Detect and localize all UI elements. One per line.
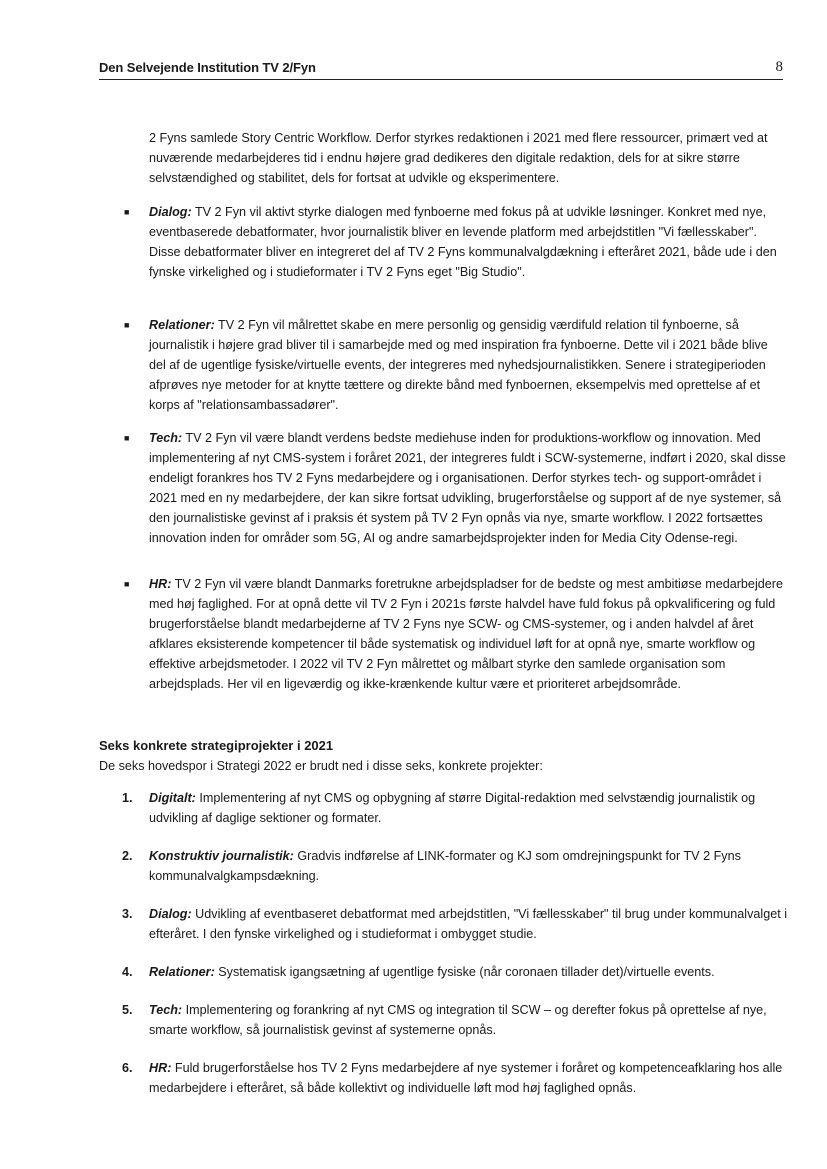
bullet-content bbox=[149, 202, 788, 282]
project-text: Implementering og forankring af nyt CMS og integration til SCW – og derefter fokus på oprettelse af nye, smarte workflow, så journalistisk gevinst af systemerne opnås. bbox=[149, 1003, 767, 1037]
page-number: 8 bbox=[775, 59, 783, 75]
project-content bbox=[149, 788, 788, 828]
document-title: Den Selvejende Institution TV 2/Fyn bbox=[99, 60, 316, 75]
project-item-konstruktiv-journalistik bbox=[122, 846, 788, 886]
project-term: Dialog: bbox=[149, 907, 192, 921]
project-text: Udvikling af eventbaseret debatformat med arbejdstitlen, "Vi fællesskaber" til brug under kommunalvalget i efteråret. I den fynske virkelighed og i studieformat i ombygget studie. bbox=[149, 907, 788, 941]
bullet-item-tech bbox=[124, 428, 788, 548]
project-term: Konstruktiv journalistik: bbox=[149, 849, 294, 863]
project-content bbox=[149, 1058, 788, 1098]
bullet-item-hr bbox=[124, 574, 788, 694]
project-text: Systematisk igangsætning af ugentlige fysiske (når coronaen tillader det)/virtuelle events. bbox=[214, 965, 715, 979]
page-header bbox=[99, 58, 783, 80]
project-term: Relationer: bbox=[149, 965, 215, 979]
project-text: Implementering af nyt CMS og opbygning af større Digital-redaktion med selvstændig journalistik og udvikling af daglige sektioner og formater. bbox=[149, 791, 756, 825]
project-item-dialog bbox=[122, 904, 788, 944]
project-number: 1. bbox=[122, 791, 133, 805]
bullet-term: Relationer: bbox=[149, 318, 215, 332]
bullet-square-icon: ■ bbox=[124, 320, 130, 330]
bullet-term: Dialog: bbox=[149, 205, 192, 219]
project-item-hr bbox=[122, 1058, 788, 1098]
project-number: 3. bbox=[122, 907, 133, 921]
project-number: 5. bbox=[122, 1003, 133, 1017]
project-content bbox=[149, 1000, 788, 1040]
bullet-text: TV 2 Fyn vil være blandt Danmarks foretrukne arbejdspladser for de bedste og mest ambitiøse medarbejdere med høj faglighed. For at opnå dette vil TV 2 Fyn i 2021s første halvdel have fuld fokus på opkvalificering og fuld brugerforståelse blandt medarbejderne af TV 2 Fyns nye SCW- og CMS-systemer, og i anden halvdel af året afklares eksisterende kompetencer til både systematisk og individuel løft for at opnå nye, smarte workflow og effektive arbejdsmetoder. I 2022 vil TV 2 Fyn målrettet og målbart styrke den samlede organisation som arbejdsplads. Her vil en ligeværdig og ikke-krænkende kultur være et prioriteret arbejdsområde. bbox=[149, 577, 783, 691]
project-item-digitalt bbox=[122, 788, 788, 828]
project-content bbox=[149, 846, 788, 886]
project-item-relationer bbox=[122, 962, 788, 982]
section-intro: De seks hovedspor i Strategi 2022 er brudt ned i disse seks, konkrete projekter: bbox=[99, 759, 543, 773]
bullet-term: Tech: bbox=[149, 431, 183, 445]
bullet-item-relationer bbox=[124, 315, 788, 415]
project-term: Digitalt: bbox=[149, 791, 196, 805]
project-number: 6. bbox=[122, 1061, 133, 1075]
section-heading: Seks konkrete strategiprojekter i 2021 bbox=[99, 738, 334, 753]
bullet-item-dialog bbox=[124, 202, 788, 282]
project-content bbox=[149, 904, 788, 944]
project-content bbox=[149, 962, 788, 982]
bullet-text: TV 2 Fyn vil være blandt verdens bedste mediehuse inden for produktions-workflow og innovation. Med implementering af nyt CMS-system i foråret 2021, der integreres fuldt i SCW-systemerne, indført i 2020, skal disse endeligt forankres hos TV 2 Fyns medarbejdere og i organisationen. Derfor styrkes tech- og support-området i 2021 med en ny medarbejdere, der kan sikre fortsat udvikling, brugerforståelse og support af de nye systemer, så den journalistiske gevinst af i praksis ét system på TV 2 Fyn opnås via nye, smarte workflow. I 2022 fortsættes innovation inden for områder som 5G, AI og andre samarbejdsprojekter inden for Media City Odense-regi. bbox=[149, 431, 786, 545]
bullet-content bbox=[149, 315, 788, 415]
project-number: 2. bbox=[122, 849, 133, 863]
project-term: Tech: bbox=[149, 1003, 183, 1017]
bullet-square-icon: ■ bbox=[124, 433, 130, 443]
bullet-square-icon: ■ bbox=[124, 207, 130, 217]
project-text: Gradvis indførelse af LINK-formater og KJ som omdrejningspunkt for TV 2 Fyns kommunalvalgkampsdækning. bbox=[149, 849, 741, 883]
bullet-term: HR: bbox=[149, 577, 172, 591]
bullet-text: TV 2 Fyn vil aktivt styrke dialogen med fynboerne med fokus på at udvikle løsninger. Konkret med nye, eventbaserede debatformater, hvor journalistik bliver en levende platform med arbejdstitlen "Vi fællesskaber". Disse debatformater bliver en integreret del af TV 2 Fyns kommunalvalgdækning i efteråret 2021, både ude i den fynske virkelighed og i studieformater i TV 2 Fyns eget "Big Studio". bbox=[149, 205, 777, 279]
bullet-content bbox=[149, 574, 788, 694]
project-item-tech bbox=[122, 1000, 788, 1040]
bullet-square-icon: ■ bbox=[124, 579, 130, 589]
bullet-content bbox=[149, 428, 788, 548]
project-text: Fuld brugerforståelse hos TV 2 Fyns medarbejdere af nye systemer i foråret og kompetenceafklaring hos alle medarbejdere i efteråret, så både kollektivt og individuelle løft mod høj faglighed opnås. bbox=[149, 1061, 783, 1095]
continuation-paragraph: 2 Fyns samlede Story Centric Workflow. Derfor styrkes redaktionen i 2021 med flere ressourcer, primært ved at nuværende medarbejderes tid i endnu højere grad dedikeres den digitale redaktion, dels for at sikre større selvstændighed og stabilitet, dels for fortsat at udvikle og eksperimentere. bbox=[149, 131, 768, 185]
project-term: HR: bbox=[149, 1061, 172, 1075]
bullet-text: TV 2 Fyn vil målrettet skabe en mere personlig og gensidig værdifuld relation til fynboerne, så journalistik i højere grad bliver til i samarbejde med og med inspiration fra fynboerne. Dette vil i 2021 både blive del af de ugentlige fysiske/virtuelle events, der integreres med nyhedsjournalistikken. Senere i strategiperioden afprøves nye metoder for at knytte tættere og direkte bånd med fynboernen, eksempelvis med oprettelse af et korps af "relationsambassadører". bbox=[149, 318, 768, 412]
project-number: 4. bbox=[122, 965, 133, 979]
